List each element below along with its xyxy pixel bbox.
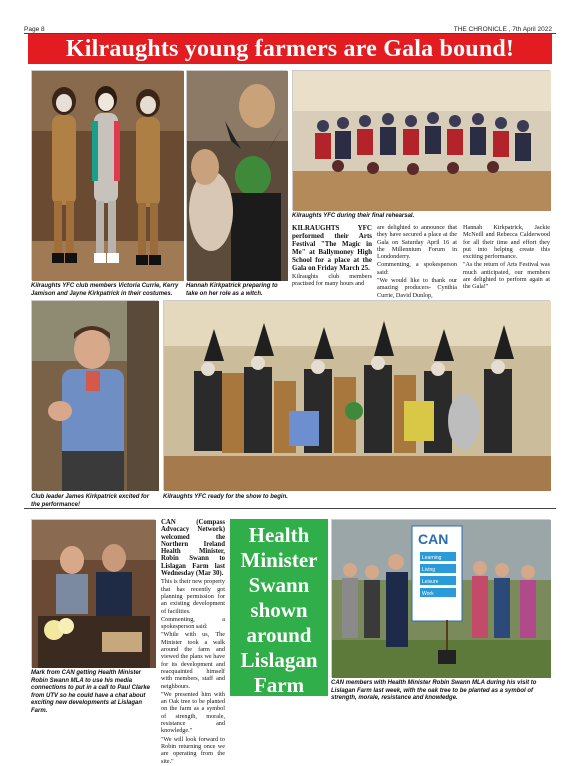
- yfc-lead: KILRAUGHTS YFC performed their Arts Festival "The Magic in Me" at Ballymoney High School for a place at the Gala on Friday March 25.: [292, 224, 372, 272]
- can-sign-word-2: Leisure: [422, 579, 439, 585]
- headline-banner: Kilraughts young farmers are Gala bound!: [28, 34, 552, 64]
- publication-date: THE CHRONICLE , 7th April 2022: [453, 26, 552, 33]
- can-sign-brand: CAN: [418, 531, 449, 547]
- can-p2: This is their new property that has recently got planning permission for an existing development of facilities.: [161, 578, 225, 615]
- yfc-article-col3: [463, 224, 550, 292]
- caption-witch: Hannah Kirkpatrick preparing to take on her role as a witch.: [186, 283, 278, 297]
- can-sign-word-0: Learning: [422, 555, 442, 561]
- yfc-col2-p2: Commenting, a spokesperson said:: [377, 261, 457, 276]
- yfc-col2-p3: "We would like to thank our amazing producers- Cynthia Currie, David Dunlop,: [377, 277, 457, 299]
- can-article: [161, 519, 225, 766]
- caption-can-group: CAN members with Health Minister Robin Swann MLA during his visit to Lislagan Farm last week, with the oak tree to be planted as a symbol of strength, morale, resistance and knowledge.: [331, 680, 537, 701]
- photo-ready-for-show: [163, 300, 550, 490]
- yfc-article-col2: [377, 224, 457, 300]
- yfc-col2-p1: are delighted to announce that they have secured a place at the Gala on Saturday April 16 at the Millennium Forum in Londonderry.: [377, 224, 457, 261]
- can-p6: "We will look forward to Robin returning once we are operating from the site.": [161, 735, 225, 765]
- can-lead: CAN (Compass Advocacy Network) welcomed the Northern Ireland Health Minister, Robin Swann to Lislagan Farm last Wednesday (Mar 30).: [161, 519, 225, 578]
- yfc-col1-p2: Kilraughts club members practised for many hours and: [292, 273, 372, 288]
- can-p5: "We presented him with an Oak tree to be planted on the farm as a symbol of strength, morale, resistance and knowledge.": [161, 690, 225, 735]
- yfc-col3-p2: "As the return of Arts Festival was much anticipated, our members are delighted to perform again at the Gala!": [463, 261, 550, 291]
- caption-ready-for-show: Kilraughts YFC ready for the show to begin.: [163, 494, 288, 500]
- photo-club-leader: [31, 300, 158, 490]
- photo-can-group: [331, 519, 550, 677]
- yfc-article-col1: [292, 224, 372, 289]
- can-sign-word-1: Living: [422, 567, 436, 573]
- photo-costumes: [31, 70, 183, 280]
- section-divider: [24, 508, 556, 509]
- caption-costumes: Kilraughts YFC club members Victoria Currie, Kerry Jamison and Jayne Kirkpatrick in their costumes.: [31, 283, 179, 297]
- page-number: Page 8: [24, 26, 45, 33]
- can-p4: "While with us, The Minister took a walk around the farm and viewed the plans we have for its development and reacquainted himself with members, staff and neighbours.: [161, 631, 225, 690]
- yfc-col3-p1: Hannah Kirkpatrick, Jackie McNeill and Rebecca Calderwood for all their time and effort they put into helping create this exciting performance.: [463, 224, 550, 261]
- caption-rehearsal: Kilraughts YFC during their final rehearsal.: [292, 213, 415, 219]
- can-sign-word-3: Work: [422, 591, 434, 597]
- caption-club-leader: Club leader James Kirkpatrick excited for the performance!: [31, 494, 150, 508]
- caption-can-mark: Mark from CAN getting Health Minister Robin Swann MLA to use his media connections to put in a call to Paul Clarke from UTV so he could have a chat about exciting new developments at Lislagan Farm.: [31, 670, 151, 714]
- photo-can-mark: [31, 519, 155, 667]
- photo-rehearsal: [292, 70, 550, 210]
- photo-witch: [186, 70, 287, 280]
- can-headline-box: Health Minister Swann shown around Lislagan Farm: [230, 519, 328, 696]
- can-p3: Commenting, a spokesperson said:: [161, 615, 225, 631]
